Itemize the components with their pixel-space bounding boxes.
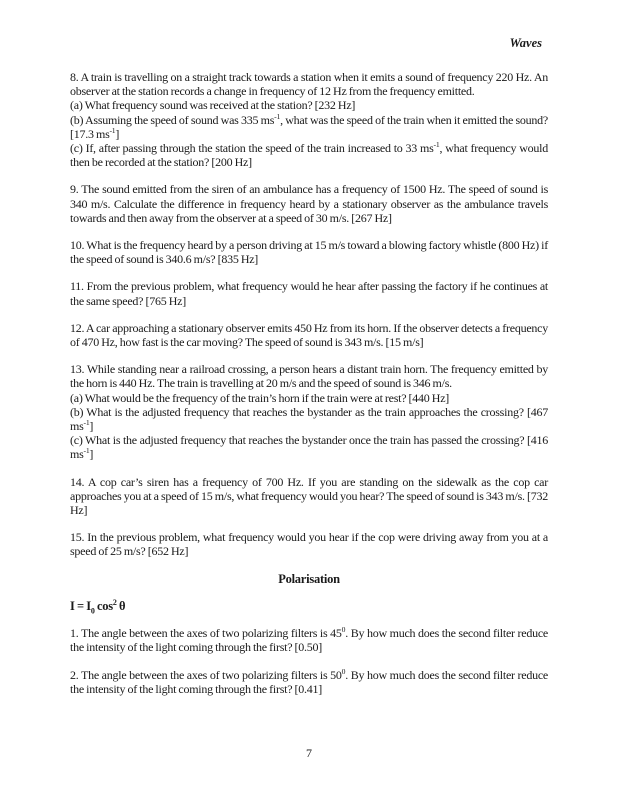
question-12 bbox=[70, 321, 548, 349]
text-run: ] bbox=[89, 419, 94, 434]
intensity-formula bbox=[70, 597, 548, 616]
text-run: 2. The angle between the axes of two polarizing filters is 50 bbox=[70, 667, 342, 682]
text-run: , what was the speed of the train when it emitted the sound? [17.3 ms bbox=[70, 112, 548, 141]
text-run: -1 bbox=[109, 125, 116, 135]
text-run: (c) What is the adjusted frequency that reaches the bystander once the train has passed the crossing? [416 ms bbox=[70, 433, 548, 462]
text-line bbox=[70, 98, 548, 112]
question-15 bbox=[70, 530, 548, 558]
text-run: (a) What would be the frequency of the train’s horn if the train were at rest? [440 Hz] bbox=[70, 390, 450, 405]
question-8 bbox=[70, 70, 548, 169]
text-run: ] bbox=[115, 126, 120, 141]
text-run: 13. While standing near a railroad crossing, a person hears a distant train horn. The frequency emitted by the horn is 440 Hz. The train is travelling at 20 m/s and the speed of sound is 346 m/s. bbox=[70, 362, 548, 391]
text-run: -1 bbox=[433, 140, 440, 150]
text-run: . By how much does the second filter reduce the intensity of the light coming through the first? [0.41] bbox=[70, 667, 549, 696]
text-run: I = I bbox=[70, 598, 91, 613]
question-9 bbox=[70, 182, 548, 225]
question-13 bbox=[70, 362, 548, 461]
text-run: 2 bbox=[112, 597, 117, 607]
question-11 bbox=[70, 279, 548, 307]
text-line bbox=[70, 597, 548, 616]
text-run: 8. A train is travelling on a straight track towards a station when it emits a sound of frequency 220 Hz. An observer at the station records a change in frequency of 12 Hz from the frequency emitted. bbox=[70, 70, 548, 99]
text-line bbox=[70, 182, 548, 225]
text-line bbox=[70, 668, 548, 696]
text-line bbox=[70, 238, 548, 266]
text-line bbox=[70, 626, 548, 654]
text-run: 0 bbox=[90, 606, 95, 616]
text-run: -1 bbox=[83, 446, 90, 456]
text-run: 11. From the previous problem, what frequency would he hear after passing the factory if he continues at the same speed? [765 Hz] bbox=[70, 279, 548, 308]
text-run: 10. What is the frequency heard by a person driving at 15 m/s toward a blowing factory whistle (800 Hz) if the speed of sound is 340.6 m/s? [835 Hz] bbox=[70, 238, 548, 267]
content bbox=[70, 70, 548, 696]
text-line bbox=[70, 321, 548, 349]
text-run: , what frequency would then be recorded at the station? [200 Hz] bbox=[70, 141, 548, 170]
page-number: 7 bbox=[306, 746, 312, 760]
text-run: 0 bbox=[341, 625, 346, 635]
text-run: 12. A car approaching a stationary observer emits 450 Hz from its horn. If the observer detects a frequency of 470 Hz, how fast is the car moving? The speed of sound is 343 m/s. [15 m/s] bbox=[70, 320, 548, 350]
text-line bbox=[70, 362, 548, 390]
text-run: (a) What frequency sound was received at the station? [232 Hz] bbox=[70, 98, 356, 113]
polarisation-q1 bbox=[70, 626, 548, 654]
text-line bbox=[70, 530, 548, 558]
text-run: Polarisation bbox=[278, 571, 340, 586]
text-run: cos bbox=[94, 598, 113, 613]
question-10 bbox=[70, 238, 548, 266]
text-line bbox=[70, 391, 548, 405]
text-line bbox=[70, 433, 548, 461]
text-line bbox=[70, 475, 548, 518]
text-run: θ bbox=[116, 598, 126, 613]
text-line bbox=[70, 141, 548, 169]
text-line bbox=[70, 70, 548, 98]
text-run: 0 bbox=[341, 666, 346, 676]
text-line bbox=[70, 572, 548, 586]
text-run: -1 bbox=[83, 418, 90, 428]
page-header: Waves bbox=[509, 36, 542, 50]
text-run: 1. The angle between the axes of two polarizing filters is 45 bbox=[70, 626, 342, 641]
text-line bbox=[70, 279, 548, 307]
polarisation-q2 bbox=[70, 668, 548, 696]
polarisation-heading bbox=[70, 572, 548, 586]
question-14 bbox=[70, 475, 548, 518]
text-run: 14. A cop car’s siren has a frequency of 700 Hz. If you are standing on the sidewalk as the cop car approaches you at a speed of 15 m/s, what frequency would you hear? The speed of sound is 343 m/s. [732 Hz] bbox=[70, 474, 548, 518]
text-line bbox=[70, 405, 548, 433]
text-run: (b) Assuming the speed of sound was 335 ms bbox=[70, 112, 275, 127]
text-run: -1 bbox=[274, 111, 281, 121]
text-run: ] bbox=[89, 447, 94, 462]
text-run: 15. In the previous problem, what frequency would you hear if the cop were driving away from you at a speed of 25 m/s? [652 Hz] bbox=[70, 530, 548, 559]
text-run: 9. The sound emitted from the siren of an ambulance has a frequency of 1500 Hz. The speed of sound is 340 m/s. Calculate the difference in frequency heard by a stationary observer as the ambulance travels towards and then away from the observer at a speed of 30 m/s. [267 Hz] bbox=[70, 182, 548, 225]
text-run: (c) If, after passing through the station the speed of the train increased to 33 ms bbox=[70, 141, 434, 156]
text-run: . By how much does the second filter reduce the intensity of the light coming through the first? [0.50] bbox=[70, 626, 549, 655]
text-run: (b) What is the adjusted frequency that reaches the bystander as the train approaches the crossing? [467 ms bbox=[70, 404, 548, 434]
text-line bbox=[70, 113, 548, 141]
